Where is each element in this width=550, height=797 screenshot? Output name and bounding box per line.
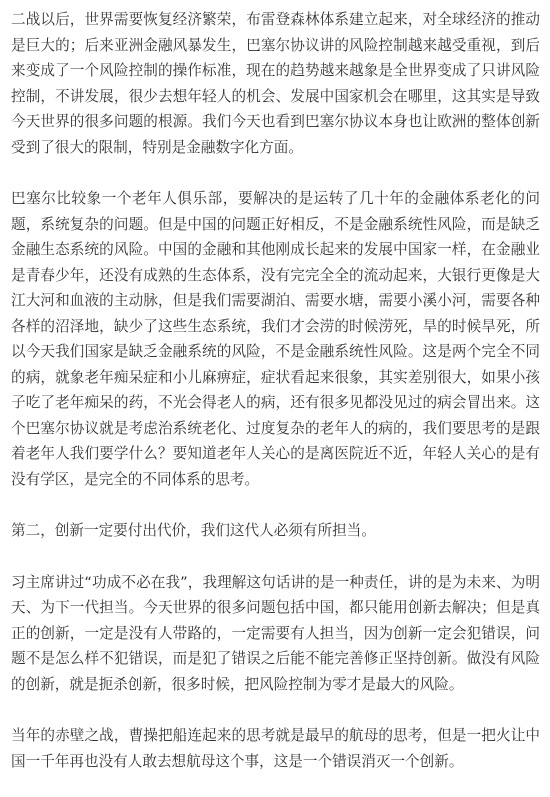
paragraph-red-cliffs: 当年的赤壁之战，曹操把船连起来的思考就是最早的航母的思考，但是一把火让中国一千年再也没有人敢去想航母这个事，这是一个错误消灭一个创新。 — [11, 727, 540, 770]
paragraph-basel-old-club: 巴塞尔比较象一个老年人俱乐部，要解决的是运转了几十年的金融体系老化的问题，系统复杂的问题。但是中国的问题正好相反，不是金融系统性风险，而是缺乏金融生态系统的风险。中国的金融和其他刚成长起来的发展中国家一样，在金融业是青春少年，还没有成熟的生态体系，没有完完全全的流动起来，大银行更像是大江大河和血液的主动脉，但是我们需要湖泊、需要水塘，需要小溪小河，需要各种各样的沼泽地，缺少了这些生态系统，我们才会涝的时候涝死，旱的时候旱死，所以今天我们国家是缺乏金融系统的风险，不是金融系统性风险。这是两个完全不同的病，就象老年痴呆症和小儿麻痹症，症状看起来很象，其实差别很大，如果小孩子吃了老年痴呆的药，不光会得老人的病，还有很多见都没见过的病会冒出来。这个巴塞尔协议就是考虑治系统老化、过度复杂的老年人的病的，我们要思考的是跟着老年人我们要学什么？要知道老年人关心的是离医院近不近，年轻人关心的是有没有学区，是完全的不同体系的思考。 — [11, 190, 540, 488]
paragraph-responsibility: 习主席讲过“功成不必在我”，我理解这句话讲的是一种责任，讲的是为未来、为明天、为下一代担当。今天世界的很多问题包括中国，都只能用创新去解决；但是真正的创新，一定是没有人带路的，一定需要有人担当，因为创新一定会犯错误，问题不是怎么样不犯错误，而是犯了错误之后能不能完善修正坚持创新。做没有风险的创新，就是扼杀创新，很多时候，把风险控制为零才是最大的风险。 — [11, 573, 540, 693]
paragraph-postwar-basel: 二战以后，世界需要恢复经济繁荣，布雷登森林体系建立起来，对全球经济的推动是巨大的；后来亚洲金融风暴发生，巴塞尔协议讲的风险控制越来越受重视，到后来变成了一个风险控制的操作标准，现在的趋势越来越象是全世界变成了只讲风险控制，不讲发展，很少去想年轻人的机会、发展中国家机会在哪里，这其实是导致今天世界的很多问题的根源。我们今天也看到巴塞尔协议本身也让欧洲的整体创新受到了很大的限制，特别是金融数字化方面。 — [11, 11, 540, 156]
paragraph-second-point: 第二，创新一定要付出代价，我们这代人必须有所担当。 — [11, 522, 376, 539]
